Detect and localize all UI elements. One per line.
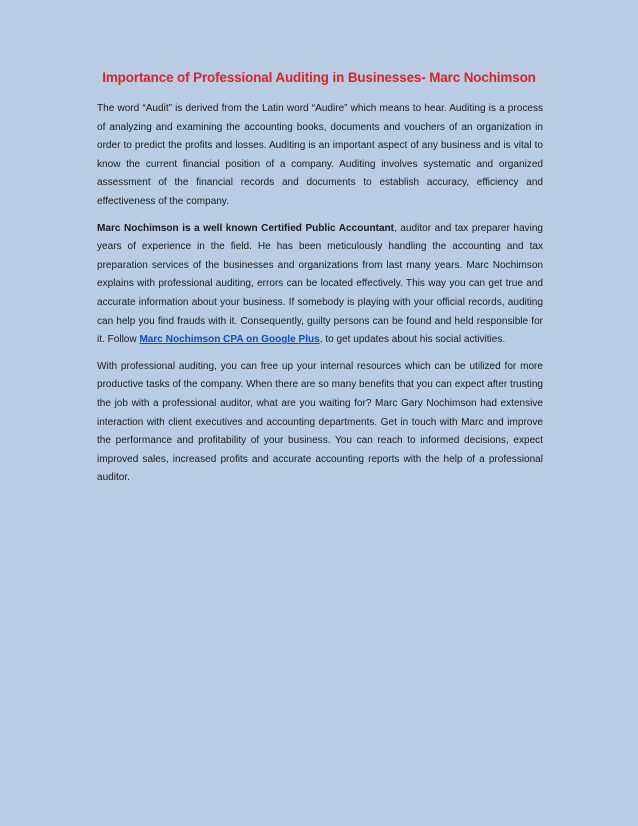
paragraph-marc-nochimson xyxy=(97,220,543,350)
document-body xyxy=(97,100,543,496)
paragraph-text-part2: , to get updates about his social activities. xyxy=(319,334,506,346)
paragraph-benefits: With professional auditing, you can free up your internal resources which can be utilized for more productive tasks of the company. When there are so many benefits that you can expect after trusting the job with a professional auditor, what are you waiting for? Marc Gary Nochimson had extensive interaction with client executives and accounting departments. Get in touch with Marc and improve the performance and profitability of your business. You can reach to informed decisions, expect improved sales, increased profits and accurate accounting reports with the help of a professional auditor. xyxy=(97,360,543,484)
paragraph-text-part1: , auditor and tax preparer having years of experience in the field. He has been meticulously handling the accounting and tax preparation services of the businesses and organizations from last many years. Marc Nochimson explains with professional auditing, errors can be located effectively. This way you can get true and accurate information about your business. If somebody is playing with your official records, auditing can help you find frauds with it. Consequently, guilty persons can be found and held responsible for it. Follow xyxy=(97,222,543,346)
document-title: Importance of Professional Auditing in Businesses- Marc Nochimson xyxy=(102,70,536,85)
google-plus-link[interactable]: Marc Nochimson CPA on Google Plus xyxy=(139,334,320,346)
cpa-highlight: Marc Nochimson is a well known Certified Public Accountant xyxy=(97,222,395,234)
paragraph-audit-definition: The word “Audit” is derived from the Latin word “Audire” which means to hear. Auditing is a process of analyzing and examining the accounting books, documents and vouchers of an organization in order to predict the profits and losses. Auditing is an important aspect of any business and is vital to know the current financial position of a company. Auditing involves systematic and organized assessment of the financial records and documents to establish accuracy, efficiency and effectiveness of the company. xyxy=(97,103,543,207)
